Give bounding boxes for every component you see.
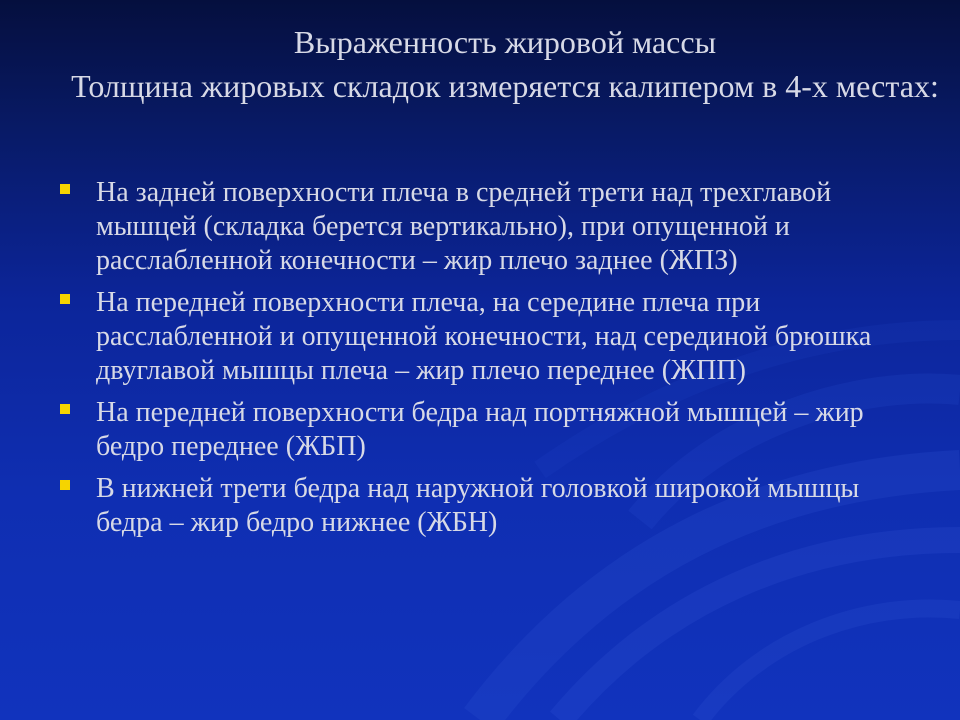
square-bullet-icon <box>60 294 70 304</box>
square-bullet-icon <box>60 480 70 490</box>
square-bullet-icon <box>60 184 70 194</box>
subtitle-line: Толщина жировых складок измеряется калипером в 4-х местах: <box>71 68 939 104</box>
square-bullet-icon <box>60 404 70 414</box>
bullet-text: На передней поверхности бедра над портняжной мышцей – жир бедро переднее (ЖБП) <box>96 397 864 462</box>
bullet-text: В нижней трети бедра над наружной головкой широкой мышцы бедра – жир бедро нижнее (ЖБН) <box>96 473 860 538</box>
bullet-item <box>60 396 900 464</box>
bullet-item <box>60 176 900 278</box>
bullet-item <box>60 472 900 540</box>
bullet-text: На передней поверхности плеча, на середине плеча при расслабленной и опущенной конечности, над серединой брюшка двуглавой мышцы плеча – жир плечо переднее (ЖПП) <box>96 287 872 386</box>
slide-title <box>70 20 940 108</box>
bullet-item <box>60 286 900 388</box>
title-line: Выраженность жировой массы <box>293 24 717 60</box>
bullet-list <box>60 176 900 548</box>
bullet-text: На задней поверхности плеча в средней трети над трехглавой мышцей (складка берется вертикально), при опущенной и расслабленной конечности – жир плечо заднее (ЖПЗ) <box>96 177 832 276</box>
